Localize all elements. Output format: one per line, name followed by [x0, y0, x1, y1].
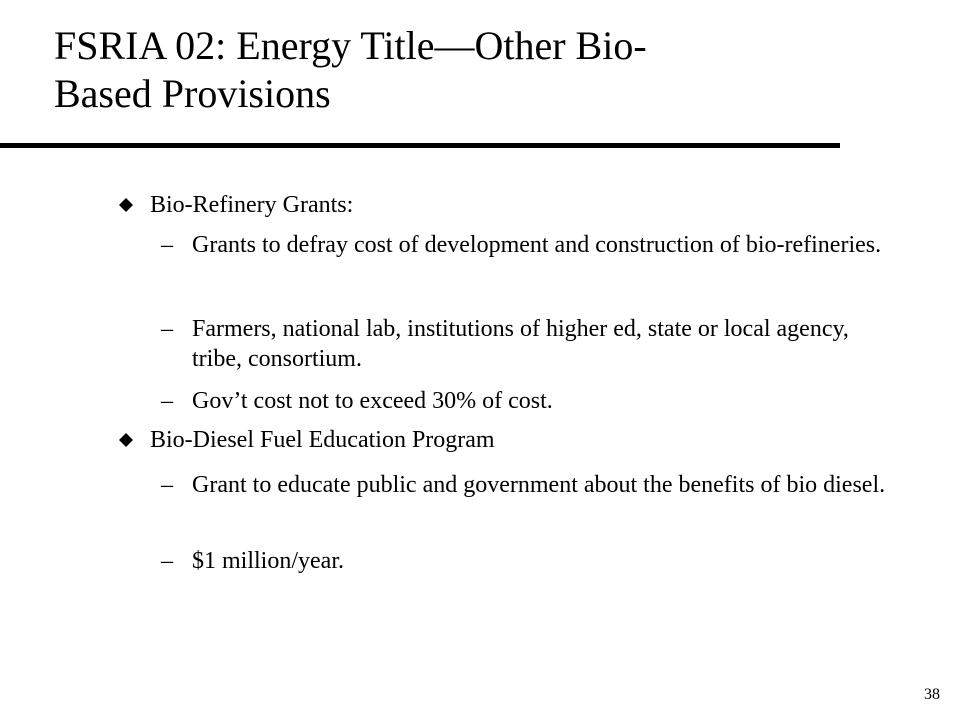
dash-marker: –	[161, 388, 173, 414]
dash-marker: –	[161, 548, 173, 574]
section-heading-bio-refinery: Bio-Refinery Grants:	[150, 192, 354, 218]
list-item	[161, 546, 901, 576]
dash-marker: –	[161, 232, 173, 258]
list-item	[161, 230, 901, 260]
list-item	[161, 314, 901, 374]
list-item-text: Gov’t cost not to exceed 30% of cost.	[192, 388, 553, 414]
dash-marker: –	[161, 316, 173, 342]
page-number: 38	[924, 686, 940, 703]
list-item-text: Grant to educate public and government about the benefits of bio diesel.	[192, 472, 886, 498]
section-heading-bio-diesel: Bio-Diesel Fuel Education Program	[150, 427, 495, 453]
list-item-text: Farmers, national lab, institutions of higher ed, state or local agency, tribe, consortium.	[192, 316, 849, 372]
diamond-bullet-icon	[119, 198, 133, 212]
slide-title-line-2: Based Provisions	[54, 71, 331, 116]
list-item-text: Grants to defray cost of development and construction of bio-refineries.	[192, 232, 882, 258]
list-item-text: $1 million/year.	[192, 548, 344, 574]
slide-title-line-1: FSRIA 02: Energy Title—Other Bio-	[54, 23, 647, 68]
diamond-bullet-icon	[119, 433, 133, 447]
list-item	[161, 470, 901, 500]
list-item	[161, 386, 901, 416]
dash-marker: –	[161, 472, 173, 498]
